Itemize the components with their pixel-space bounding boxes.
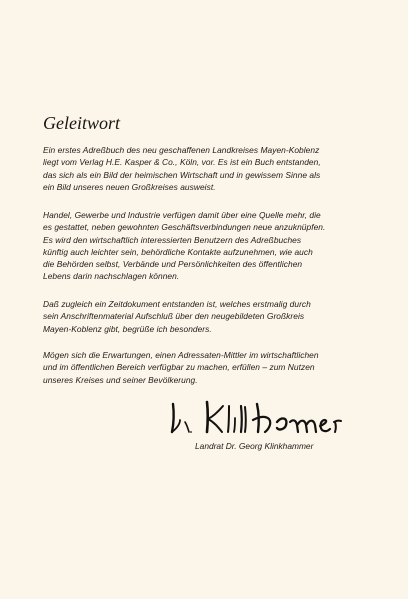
paragraph-document-of-time (43, 298, 368, 335)
page-title: Geleitwort (43, 113, 120, 133)
text-line: Lebens darin nachschlagen können. (43, 271, 180, 282)
text-line: Es wird den wirtschaftlich interessierten Benutzern des Adreßbuches (43, 234, 302, 245)
text-line: die Behörden selbst, Verbände und Persönlichkeiten des öffentlichen (43, 259, 303, 270)
text-line: Daß zugleich ein Zeitdokument entstanden ist, welches erstmalig durch (43, 299, 311, 309)
text-line: das sich als ein Bild der heimischen Wirtschaft und in gewissem Sinne als (43, 169, 321, 180)
text-line: Handel, Gewerbe und Industrie verfügen damit über eine Quelle mehr, die (43, 210, 321, 220)
text-line: und im öffentlichen Bereich verfügbar zu machen, erfüllen – zum Nutzen (43, 362, 315, 373)
text-line: Mayen-Koblenz gibt, begrüße ich besonders. (43, 323, 212, 334)
text-line: es gestattet, neben gewohnten Geschäftsverbindungen neue anzuknüpfen. (43, 222, 326, 233)
text-line: unseres Kreises und seiner Bevölkerung. (43, 374, 198, 385)
paragraph-closing (43, 349, 368, 386)
text-line: ein Bild unseres neuen Großkreises ausweist. (43, 181, 216, 192)
text-line: Mögen sich die Erwartungen, einen Adressaten-Mittler im wirtschaftlichen (43, 350, 319, 360)
text-line: liegt vom Verlag H.E. Kasper & Co., Köln, vor. Es ist ein Buch entstanden, (43, 157, 321, 168)
handwritten-signature (165, 398, 355, 440)
text-line: Ein erstes Adreßbuch des neu geschaffenen Landkreises Mayen-Koblenz (43, 145, 320, 155)
paragraph-commerce (43, 209, 368, 283)
text-line: künftig auch leichter sein, behördliche Kontakte aufzunehmen, wie auch (43, 246, 313, 257)
signer-name: Landrat Dr. Georg Klinkhammer (195, 441, 314, 451)
paragraph-introduction (43, 144, 368, 193)
text-line: sein Anschriftenmaterial Aufschluß über den neugebildeten Großkreis (43, 311, 305, 322)
